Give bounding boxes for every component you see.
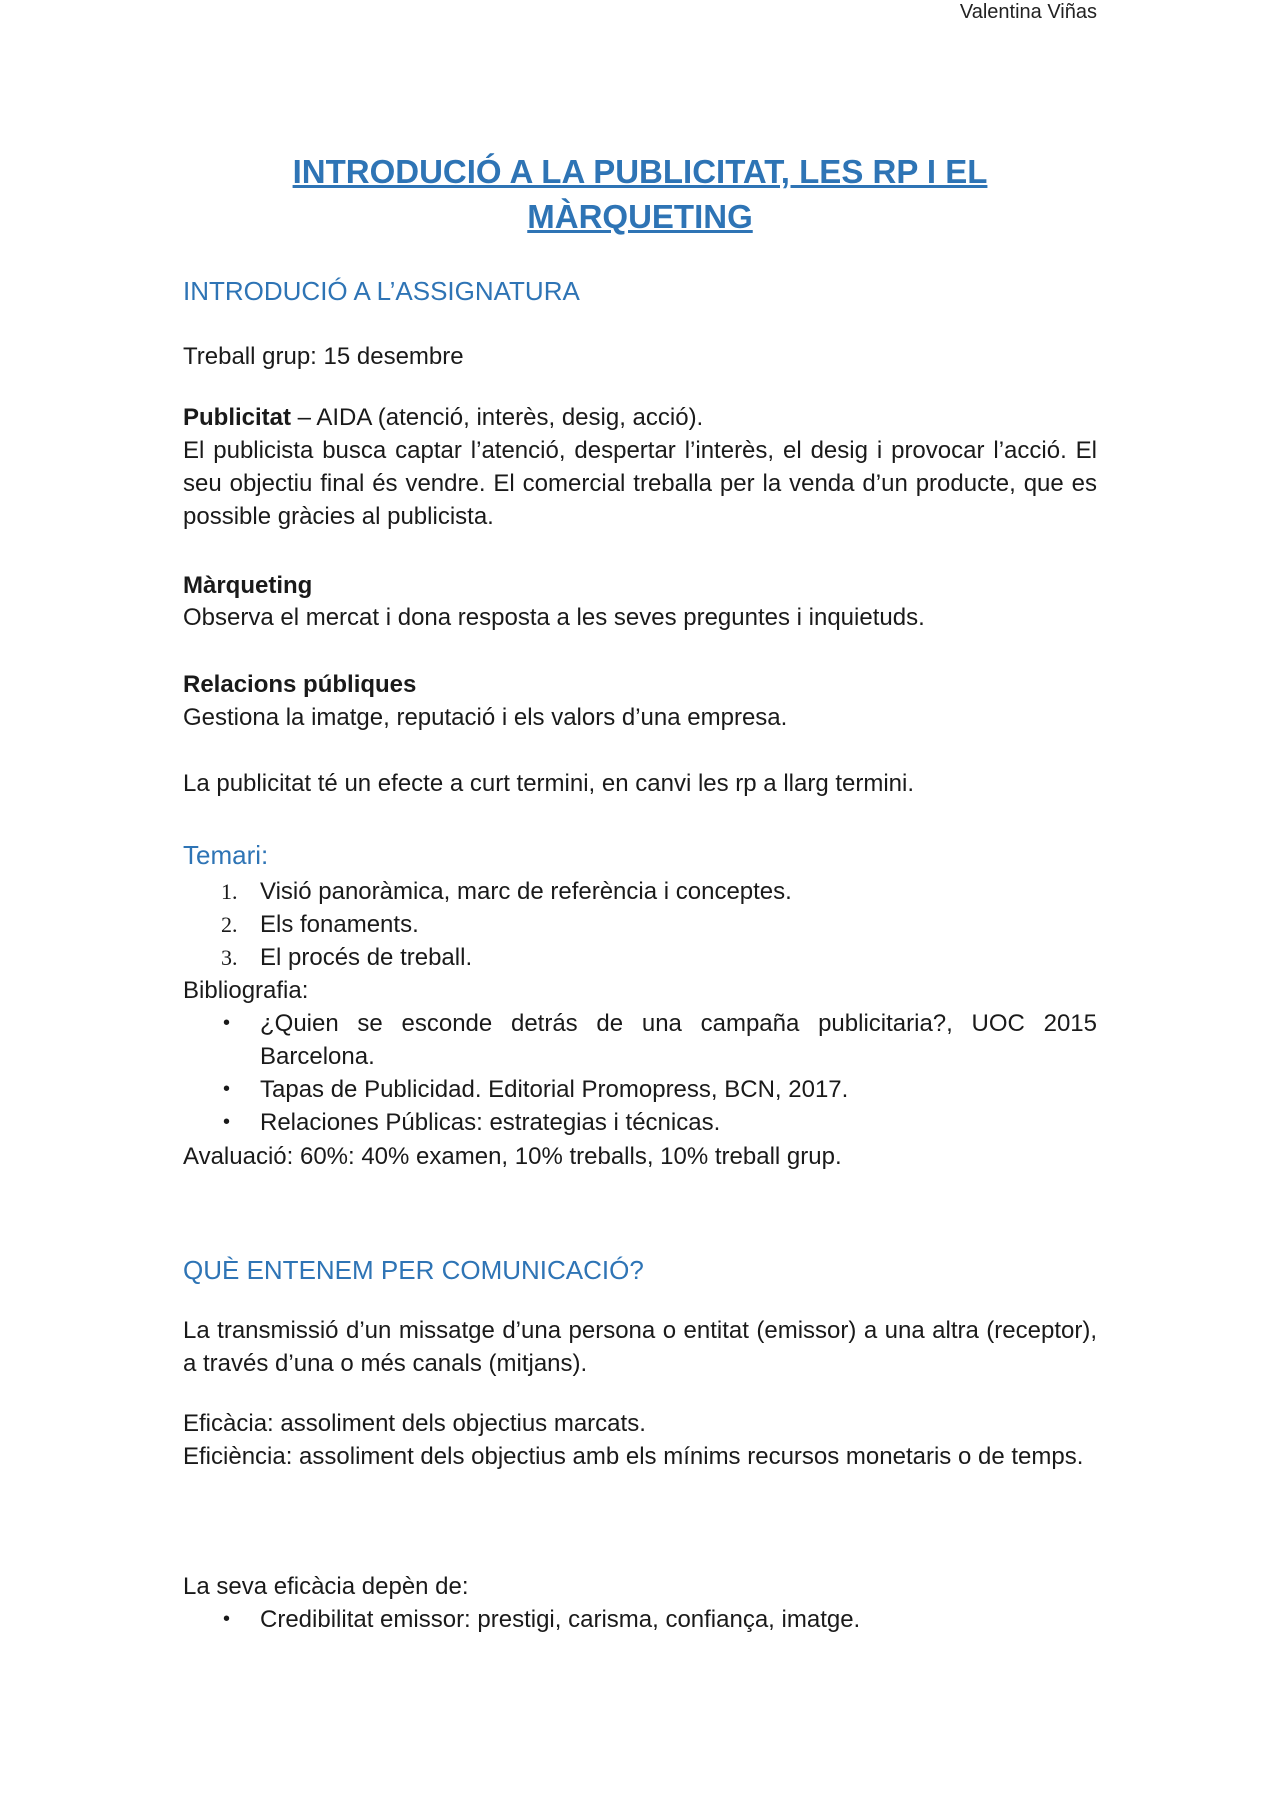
list-item-text: Credibilitat emissor: prestigi, carisma, confiança, imatge. xyxy=(260,1606,861,1633)
marqueting-term: Màrqueting xyxy=(183,572,313,599)
temari-list xyxy=(183,875,1097,974)
list-item xyxy=(183,1106,1097,1139)
depen-label: La seva eficàcia depèn de: xyxy=(183,1573,469,1600)
list-item xyxy=(183,1007,1097,1073)
temari-heading: Temari: xyxy=(183,840,269,870)
title-line-1: INTRODUCIÓ A LA PUBLICITAT, LES RP I EL xyxy=(292,153,988,190)
list-item xyxy=(183,1603,1097,1636)
bullet-icon: • xyxy=(223,1111,231,1133)
list-item-text: Relaciones Públicas: estrategias i técnicas. xyxy=(260,1109,721,1136)
list-item-text: Els fonaments. xyxy=(260,911,419,938)
bullet-icon: • xyxy=(223,1608,231,1630)
bibliografia-list xyxy=(183,1007,1097,1139)
publicitat-definition-line xyxy=(183,401,1097,434)
publicitat-aida: – AIDA (atenció, interès, desig, acció). xyxy=(291,404,704,431)
bullet-icon: • xyxy=(223,1078,231,1100)
bullet-icon: • xyxy=(223,1012,231,1034)
document-title xyxy=(183,149,1097,239)
rp-term: Relacions públiques xyxy=(183,671,417,698)
rp-body: Gestiona la imatge, reputació i els valors d’una empresa. xyxy=(183,704,788,731)
eficiencia-definition: Eficiència: assoliment dels objectius amb els mínims recursos monetaris o de temps. xyxy=(183,1443,1084,1470)
eficacia-definition: Eficàcia: assoliment dels objectius marcats. xyxy=(183,1410,646,1437)
marqueting-body: Observa el mercat i dona resposta a les seves preguntes i inquietuds. xyxy=(183,604,925,631)
header-author: Valentina Viñas xyxy=(959,1,1097,23)
list-number: 3. xyxy=(221,945,238,970)
list-item-text: ¿Quien se esconde detrás de una campaña publicitaria?, UOC 2015 Barcelona. xyxy=(260,1010,1097,1070)
title-line-2: MÀRQUETING xyxy=(527,198,753,235)
publicitat-term: Publicitat xyxy=(183,404,292,431)
avaluacio: Avaluació: 60%: 40% examen, 10% treballs, 10% treball grup. xyxy=(183,1143,842,1170)
list-item xyxy=(183,941,1097,974)
list-number: 2. xyxy=(221,912,238,937)
list-item xyxy=(183,875,1097,908)
list-item-text: El procés de treball. xyxy=(260,944,473,971)
list-item-text: Visió panoràmica, marc de referència i conceptes. xyxy=(260,878,792,905)
publicitat-body: El publicista busca captar l’atenció, despertar l’interès, el desig i provocar l’acció. El seu objectiu final és vendre. El comercial treballa per la venda d’un producte, que es possible gràcies al publicista. xyxy=(183,437,1097,530)
list-item xyxy=(183,908,1097,941)
list-item xyxy=(183,1073,1097,1106)
group-work-date: Treball grup: 15 desembre xyxy=(183,343,464,370)
depen-list xyxy=(183,1603,1097,1636)
section-heading-introduccio: INTRODUCIÓ A L’ASSIGNATURA xyxy=(183,276,580,306)
list-number: 1. xyxy=(221,879,238,904)
summary-sentence: La publicitat té un efecte a curt termini, en canvi les rp a llarg termini. xyxy=(183,770,915,797)
list-item-text: Tapas de Publicidad. Editorial Promopress, BCN, 2017. xyxy=(260,1076,849,1103)
bibliografia-label: Bibliografia: xyxy=(183,977,309,1004)
section-heading-comunicacio: QUÈ ENTENEM PER COMUNICACIÓ? xyxy=(183,1255,644,1285)
comunicacio-definition: La transmissió d’un missatge d’una persona o entitat (emissor) a una altra (receptor), a través d’una o més canals (mitjans). xyxy=(183,1317,1097,1377)
